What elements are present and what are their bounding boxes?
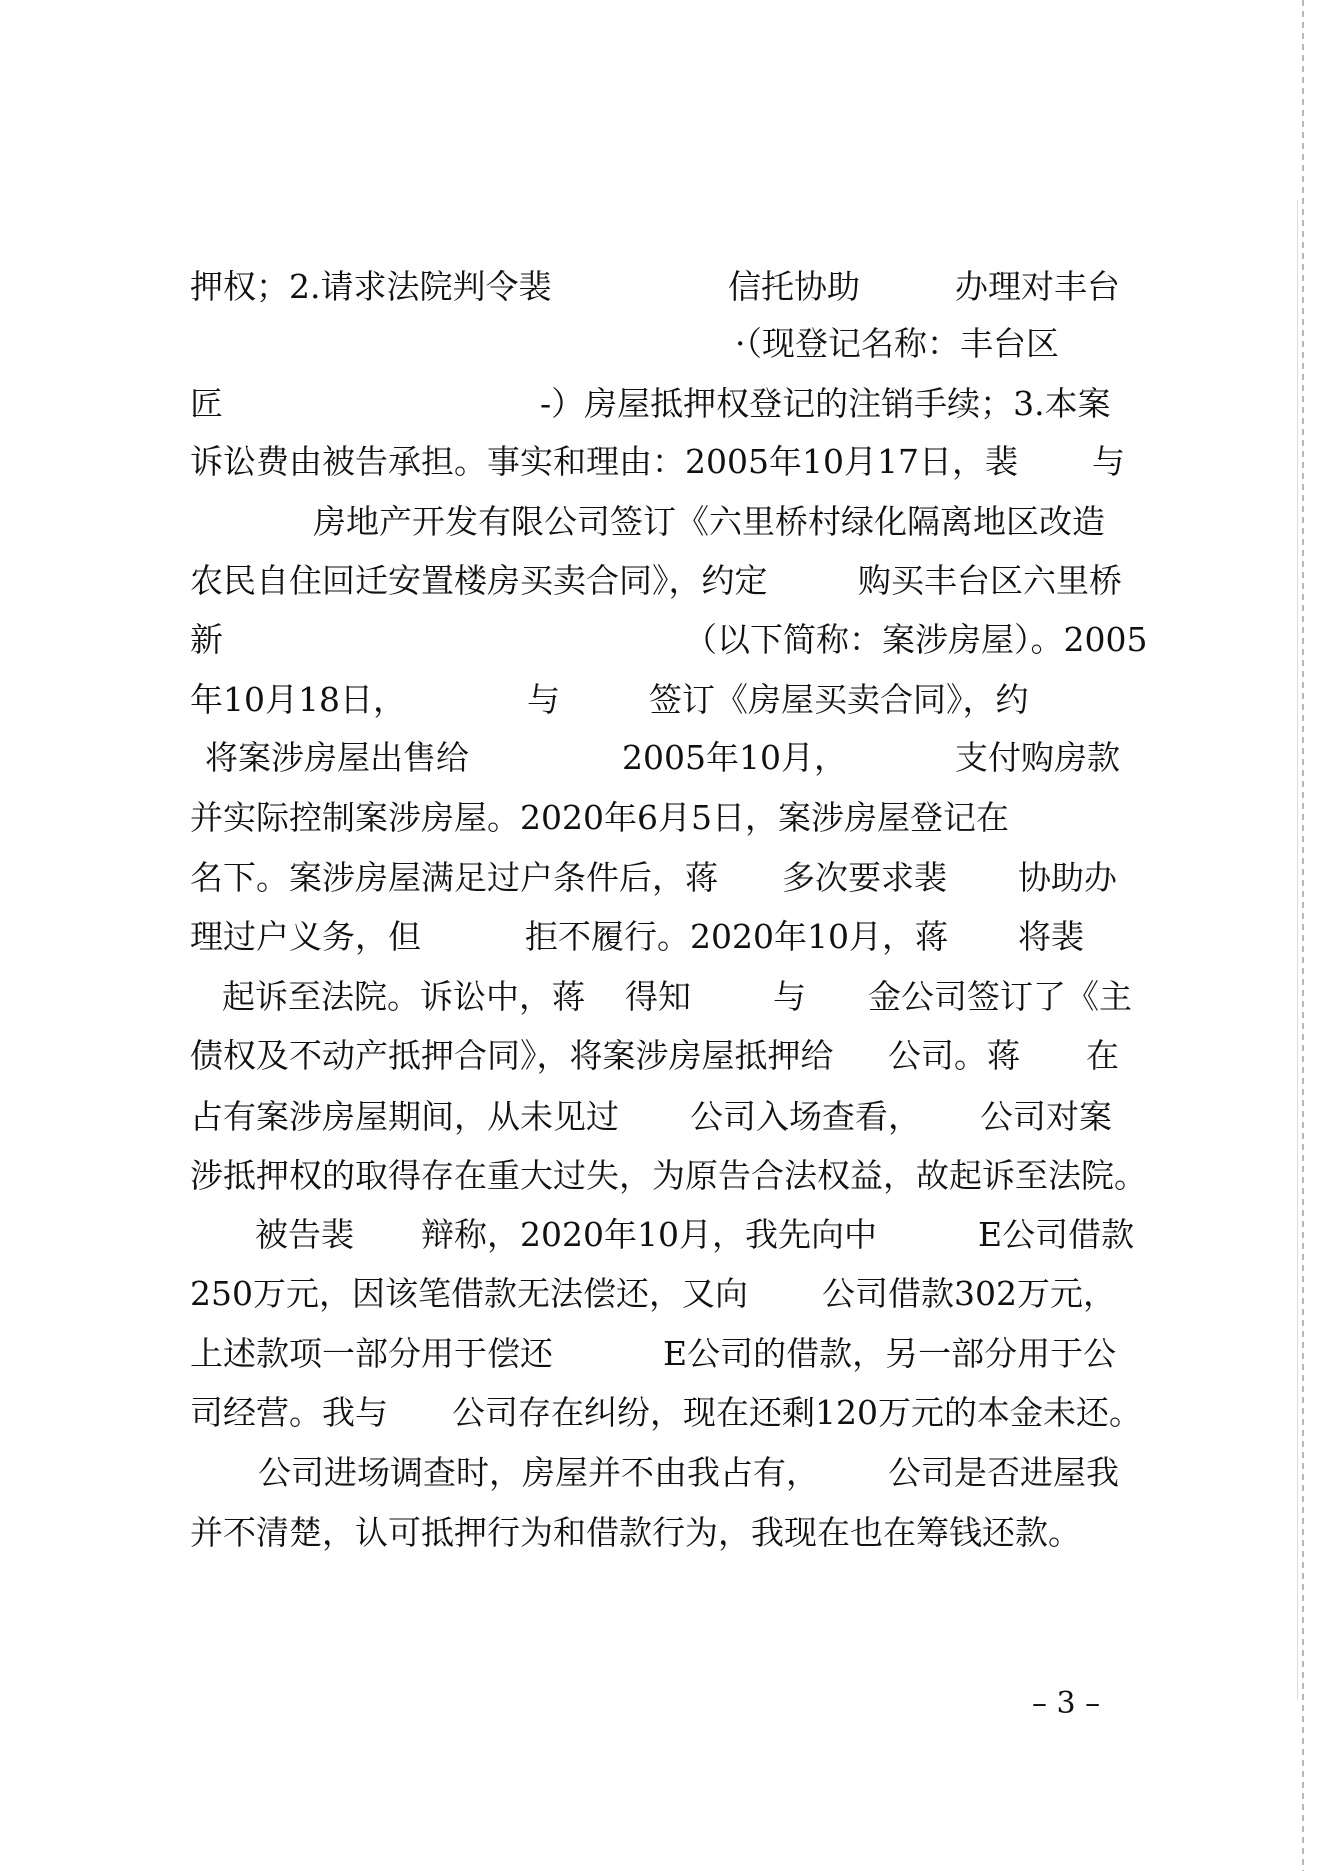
text-line: E公司的借款，另一部分用于公 (663, 1334, 1117, 1373)
text-line: E公司借款 (978, 1215, 1135, 1254)
text-line: 诉讼费由被告承担。事实和理由：2005年10月17日，裴 (190, 442, 1018, 481)
text-line: 公司存在纠纷，现在还剩120万元的本金未还。 (452, 1393, 1142, 1432)
text-line: 债权及不动产抵押合同》，将案涉房屋抵押给 (190, 1036, 834, 1075)
text-line: 与 (527, 680, 560, 719)
text-line: 多次要求裴 (782, 858, 947, 897)
text-line: 占有案涉房屋期间，从未见过 (190, 1097, 619, 1136)
text-line: 公司入场查看， (690, 1097, 921, 1136)
text-line: 房地产开发有限公司签订《六里桥村绿化隔离地区改造 (313, 502, 1105, 541)
text-line: 与 (773, 977, 806, 1016)
text-line: 理过户义务，但 (190, 917, 421, 956)
text-line: 年10月18日， (190, 680, 406, 719)
text-line: 农民自住回迁安置楼房买卖合同》，约定 (190, 561, 768, 600)
scan-edge-mark (1302, 0, 1304, 1871)
text-line: 信托协助 (728, 267, 860, 306)
scan-edge-line (1297, 200, 1298, 1700)
text-line: 被告裴 (255, 1215, 354, 1254)
text-line: 辩称，2020年10月，我先向中 (421, 1215, 877, 1254)
text-line: 得知 (625, 977, 691, 1016)
text-line: 押权；2.请求法院判令裴 (190, 267, 552, 306)
text-line: 购买丰台区六里桥 (858, 561, 1122, 600)
text-line: 办理对丰台 (955, 267, 1120, 306)
page-number: – 3 – (1032, 1686, 1101, 1721)
text-line: 将案涉房屋出售给 (205, 738, 469, 777)
text-line: 支付购房款 (955, 738, 1120, 777)
text-line: 起诉至法院。诉讼中，蒋 (222, 977, 585, 1016)
text-line: 250万元，因该笔借款无法偿还，又向 (190, 1274, 748, 1313)
text-line: 在 (1086, 1036, 1119, 1075)
text-line: 新 (190, 620, 223, 659)
text-line: -）房屋抵押权登记的注销手续；3.本案 (540, 384, 1111, 423)
text-line: 金公司签订了《主 (868, 977, 1132, 1016)
text-line: 公司对案 (980, 1097, 1112, 1136)
text-line: ·（现登记名称：丰台区 (735, 324, 1059, 363)
text-line: 公司是否进屋我 (888, 1453, 1119, 1492)
text-line: 涉抵押权的取得存在重大过失，为原告合法权益，故起诉至法院。 (190, 1156, 1147, 1195)
text-line: 司经营。我与 (190, 1393, 388, 1432)
text-line: 与 (1092, 442, 1125, 481)
text-line: 签订《房屋买卖合同》，约 (649, 680, 1029, 719)
text-line: 匠 (190, 384, 223, 423)
text-line: 公司。蒋 (888, 1036, 1020, 1075)
text-line: 上述款项一部分用于偿还 (190, 1334, 553, 1373)
text-line: 公司借款302万元， (822, 1274, 1116, 1313)
text-line: （以下简称：案涉房屋）。2005 (684, 620, 1148, 659)
text-line: 并实际控制案涉房屋。2020年6月5日，案涉房屋登记在 (190, 798, 1009, 837)
text-line: 拒不履行。2020年10月，蒋 (525, 917, 948, 956)
text-line: 协助办 (1018, 858, 1117, 897)
text-line: 公司进场调查时，房屋并不由我占有， (258, 1453, 819, 1492)
text-line: 名下。案涉房屋满足过户条件后，蒋 (190, 858, 718, 897)
text-line: 2005年10月， (622, 738, 847, 777)
text-line: 将裴 (1018, 917, 1084, 956)
text-line: 并不清楚，认可抵押行为和借款行为，我现在也在筹钱还款。 (190, 1513, 1081, 1552)
